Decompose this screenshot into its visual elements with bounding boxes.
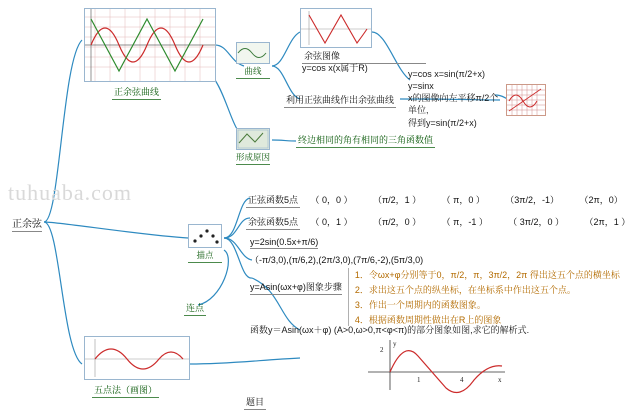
bottom-question-graph	[360, 336, 510, 394]
branch-plot-label: 描点	[188, 249, 222, 263]
sine-point-4: （3π/2，-1）	[505, 195, 560, 205]
cos-point-1: （ 0，1 ）	[310, 217, 353, 227]
sine-point-1: （ 0，0 ）	[310, 195, 353, 205]
svg-text:2: 2	[380, 346, 384, 354]
shift-note-line1: y=cos x=sin(π/2+x)	[408, 69, 485, 79]
bottom-question-text: 函数y＝Asin(ωx＋φ) (A>0,ω>0,π<φ<π)的部分图象如图,求它的解析式.	[250, 325, 530, 335]
cos-point-5: （2π，1 ）	[584, 217, 631, 227]
cos-five-points-row	[246, 212, 638, 230]
main-curve-caption: 正余弦曲线	[112, 84, 161, 100]
step-2: 2．求出这五个点的纵坐标，在坐标系中作出这五个点。	[354, 285, 576, 295]
five-point-method-image	[84, 336, 190, 380]
cos-point-2: （π/2，0 ）	[372, 217, 422, 227]
cos-graph-title: 余弦图像	[302, 48, 426, 64]
example-one-points: （-π/3,0),(π/6,2),(2π/3,0),(7π/6,-2),(5π/3,0)	[250, 255, 424, 265]
example-one	[250, 232, 550, 266]
main-sine-cosine-curve-image	[84, 8, 216, 82]
cosine-graph-image	[300, 8, 372, 48]
watermark: tuhuaba.com	[8, 180, 133, 205]
cos-five-points-label: 余弦函数5点	[246, 214, 300, 230]
branch-curve-label: 曲线	[236, 65, 270, 79]
sine-five-points-label: 正弦函数5点	[246, 192, 300, 208]
cos-point-4: （ 3π/2，0 ）	[508, 217, 565, 227]
bottom-caption: 题目	[244, 394, 266, 410]
svg-text:y: y	[393, 340, 397, 348]
sine-point-5: （2π，0）	[579, 195, 623, 205]
svg-text:1: 1	[417, 376, 421, 384]
shift-note-line3: x的图像向左平移π/2个单位,	[408, 93, 499, 116]
steps-title: y=Asin(ωx+φ)图象步骤	[250, 280, 342, 295]
branch-fivepoint-label[interactable]: 五点法（画图）	[92, 382, 159, 398]
svg-text:x: x	[498, 376, 502, 384]
steps-block	[250, 268, 638, 326]
step-4: 4．根据函数周期性做出在R上的图象	[354, 315, 502, 325]
example-one-formula: y=2sin(0.5x+π/6)	[250, 237, 319, 247]
svg-text:4: 4	[460, 376, 464, 384]
cos-graph-formula: y=cos x(x属于R)	[302, 63, 368, 73]
cos-point-3: （ π，-1 ）	[441, 217, 488, 227]
branch-plot[interactable]	[188, 224, 222, 263]
root-label[interactable]: 正余弦	[12, 215, 42, 232]
sine-point-2: （π/2，1 ）	[372, 195, 422, 205]
sine-point-3: （ π，0 ）	[441, 195, 485, 205]
shift-note	[408, 68, 504, 129]
same-terminal-side-text: 终边相同的角有相同的三角函数值	[296, 132, 435, 148]
shift-note-line2: y=sinx	[408, 81, 434, 92]
branch-curve[interactable]	[236, 42, 270, 79]
use-sine-to-make-cos: 利用正弦曲线作出余弦曲线	[284, 92, 396, 108]
step-1: 1．令ωx+φ分别等于0，π/2，π，3π/2，2π 得出这五个点的横坐标	[354, 270, 620, 280]
branch-reason[interactable]	[236, 128, 270, 165]
grid-sine-thumbnail	[506, 84, 546, 116]
branch-reason-label: 形成原因	[236, 151, 270, 165]
shift-note-line4: 得到y=sin(π/2+x)	[408, 117, 477, 128]
branch-connect-label[interactable]: 连点	[184, 300, 206, 316]
sine-five-points-row	[246, 190, 638, 208]
step-3: 3．作出一个周期内的函数图象。	[354, 300, 486, 310]
